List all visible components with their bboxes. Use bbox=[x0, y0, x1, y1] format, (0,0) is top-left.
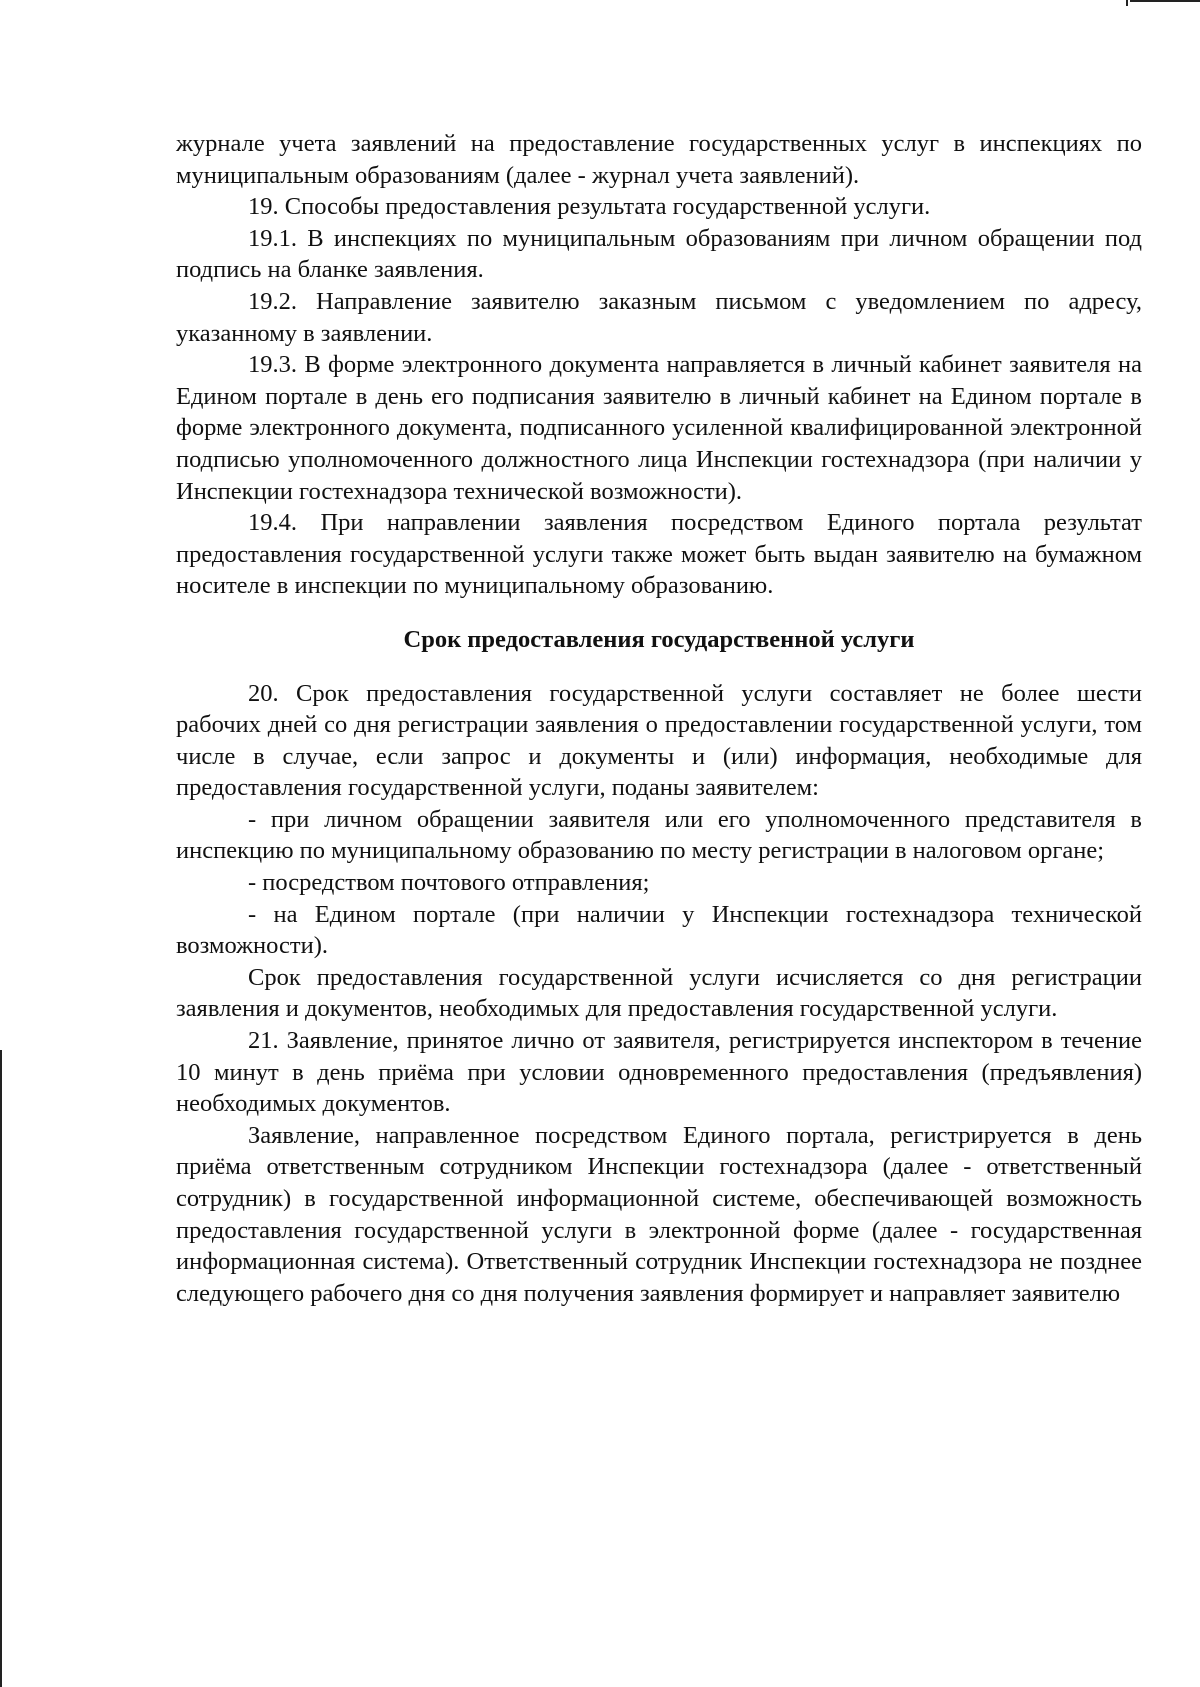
paragraph-19-1: 19.1. В инспекциях по муниципальным образованиям при личном обращении под подпись на бланке заявления. bbox=[176, 224, 1142, 284]
paragraph-19-4: 19.4. При направлении заявления посредством Единого портала результат предоставления государственной услуги также может быть выдан заявителю на бумажном носителе в инспекции по муниципальному образованию. bbox=[176, 509, 1142, 600]
paragraph-20-item-personal: - при личном обращении заявителя или его уполномоченного представителя в инспекцию по муниципальному образованию по месту регистрации в налоговом органе; bbox=[176, 805, 1142, 865]
paragraph-20: 20. Срок предоставления государственной услуги составляет не более шести рабочих дней со дня регистрации заявления о предоставлении государственной услуги, том числе в случае, если запрос и документы и (или) информация, необходимые для предоставления государственной услуги, поданы заявителем: bbox=[176, 679, 1142, 802]
paragraph-19: 19. Способы предоставления результата государственной услуги. bbox=[248, 193, 931, 221]
section-heading: Срок предоставления государственной услуги bbox=[403, 625, 915, 653]
paragraph-20-item-portal: - на Едином портале (при наличии у Инспекции гостехнадзора технической возможности). bbox=[176, 900, 1142, 960]
document-body bbox=[176, 128, 1142, 1309]
paragraph-20-item-post: - посредством почтового отправления; bbox=[248, 869, 650, 897]
paragraph-19-2: 19.2. Направление заявителю заказным письмом с уведомлением по адресу, указанному в заявлении. bbox=[176, 287, 1142, 347]
scan-edge-left bbox=[0, 1050, 2, 1687]
paragraph-21-portal: Заявление, направленное посредством Единого портала, регистрируется в день приёма ответственным сотрудником Инспекции гостехнадзора (далее - ответственный сотрудник) в государственной информационной системе, обеспечивающей возможность предоставления государственной услуги в электронной форме (далее - государственная информационная система). Ответственный сотрудник Инспекции гостехнадзора не позднее следующего рабочего дня со дня получения заявления формирует и направляет заявителю bbox=[176, 1121, 1142, 1307]
paragraph-20-term: Срок предоставления государственной услуги исчисляется со дня регистрации заявления и документов, необходимых для предоставления государственной услуги. bbox=[176, 963, 1142, 1023]
scan-edge-tick bbox=[1126, 0, 1128, 6]
paragraph-continuation: журнале учета заявлений на предоставление государственных услуг в инспекциях по муниципальным образованиям (далее - журнал учета заявлений). bbox=[176, 130, 1142, 189]
paragraph-19-3: 19.3. В форме электронного документа направляется в личный кабинет заявителя на Едином портале в день его подписания заявителю в личный кабинет на Едином портале в форме электронного документа, подписанного усиленной квалифицированной электронной подписью уполномоченного должностного лица Инспекции гостехнадзора (при наличии у Инспекции гостехнадзора технической возможности). bbox=[176, 351, 1142, 505]
paragraph-21: 21. Заявление, принятое лично от заявителя, регистрируется инспектором в течение 10 минут в день приёма при условии одновременного предоставления (предъявления) необходимых документов. bbox=[176, 1027, 1142, 1118]
scan-edge-top bbox=[1130, 0, 1200, 2]
